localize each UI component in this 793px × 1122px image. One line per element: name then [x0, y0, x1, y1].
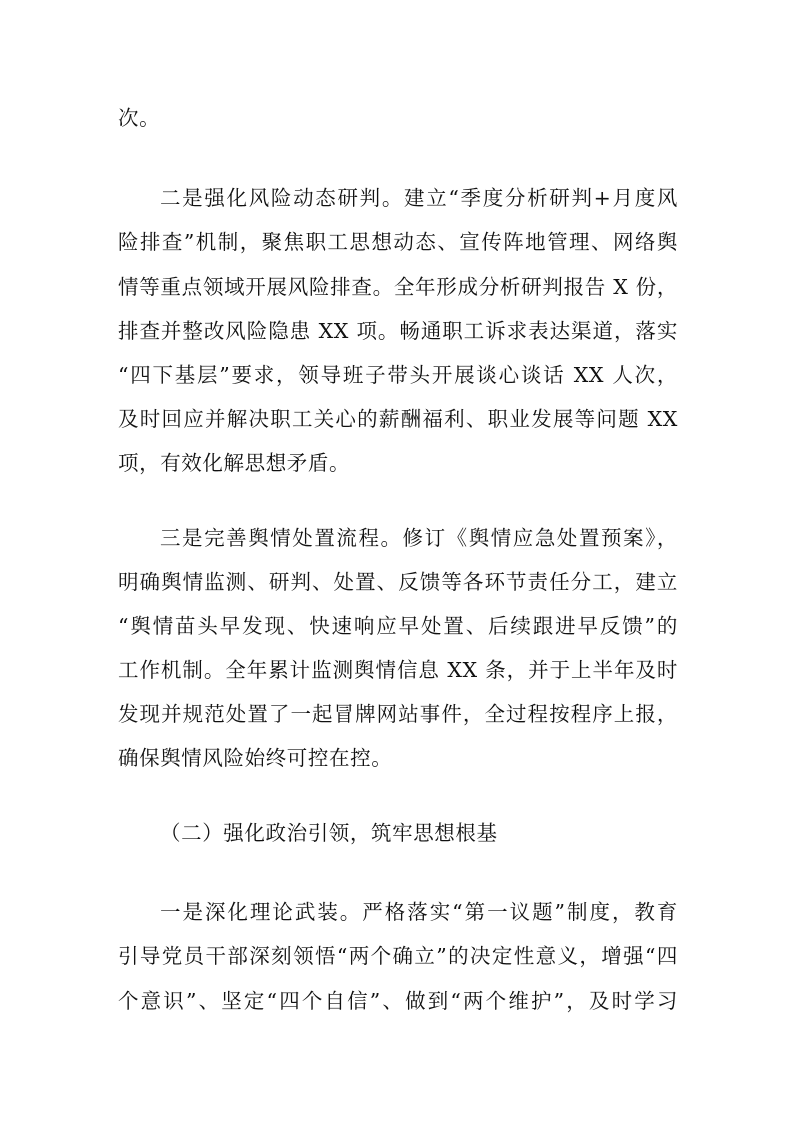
paragraph-line: 确保舆情风险始终可控在控。: [118, 746, 393, 770]
paragraph-line: 发现并规范处置了一起冒牌网站事件，全过程按程序上报，: [118, 702, 678, 726]
paragraph-line: 项，有效化解思想矛盾。: [118, 451, 351, 475]
paragraph-line: 及时回应并解决职工关心的薪酬福利、职业发展等问题 XX: [118, 407, 678, 431]
paragraph-line: “舆情苗头早发现、快速响应早处置、后续跟进早反馈”的: [118, 614, 678, 638]
paragraph-line: 明确舆情监测、研判、处置、反馈等各环节责任分工，建立: [118, 570, 678, 594]
section-heading: （二）强化政治引领，筑牢思想根基: [160, 821, 498, 845]
paragraph-line: 次。: [118, 106, 161, 130]
paragraph-line: 险排查”机制，聚焦职工思想动态、宣传阵地管理、网络舆: [118, 230, 678, 254]
paragraph-line: “四下基层”要求，领导班子带头开展谈心谈话 XX 人次，: [118, 363, 678, 387]
paragraph-line: 三是完善舆情处置流程。修订《舆情应急处置预案》，: [160, 526, 678, 550]
paragraph-line: 引导党员干部深刻领悟“两个确立”的决定性意义，增强“四: [118, 944, 678, 968]
paragraph-line: 个意识”、坚定“四个自信”、做到“两个维护”，及时学习: [118, 989, 678, 1013]
paragraph-line: 工作机制。全年累计监测舆情信息 XX 条，并于上半年及时: [118, 658, 678, 682]
paragraph-line: 一是深化理论武装。严格落实“第一议题”制度，教育: [160, 900, 678, 924]
paragraph-line: 二是强化风险动态研判。建立“季度分析研判+月度风: [160, 186, 678, 210]
paragraph-line: 排查并整改风险隐患 XX 项。畅通职工诉求表达渠道，落实: [118, 319, 678, 343]
paragraph-line: 情等重点领域开展风险排查。全年形成分析研判报告 X 份，: [118, 275, 678, 299]
